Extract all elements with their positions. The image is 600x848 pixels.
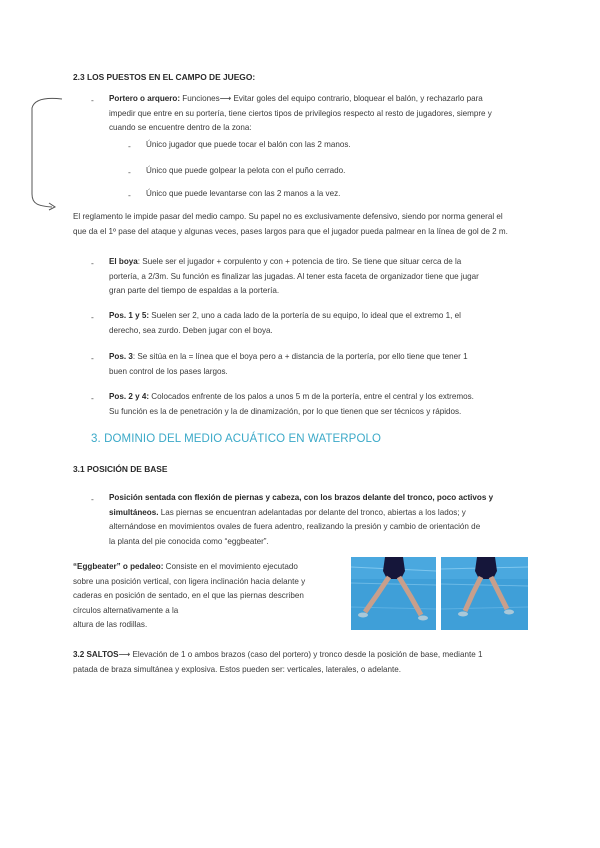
portero-privilege-item: Único que puede levantarse con las 2 manos a la vez. [146,189,341,198]
eggbeater-label: “Eggbeater” o pedaleo: [73,562,164,571]
dash-bullet: - [128,167,131,177]
saltos-label: 3.2 SALTOS [73,650,119,659]
pos3-label: Pos. 3 [109,352,133,361]
section-heading-3-1: 3.1 POSICIÓN DE BASE [73,464,168,474]
dash-bullet: - [91,95,94,105]
portero-privilege-item: Único jugador que puede tocar el balón con las 2 manos. [146,140,351,149]
dash-bullet: - [128,190,131,200]
dash-bullet: - [91,494,94,504]
boya-paragraph: El boya: Suele ser el jugador + corpulento y con + potencia de tiro. Se tiene que situar cerca de la portería, a 2/3m. Su función es finalizar las jugadas. Al tener esta faceta de organizador tiene que jugar gran parte del tiempo de espaldas a la portería. [109,257,479,296]
portero-privilege-item: Único que puede golpear la pelota con el puño cerrado. [146,166,346,175]
dash-bullet: - [91,353,94,363]
posicion-base-paragraph: Posición sentada con flexión de piernas y cabeza, con los brazos delante del tronco, poco activos y simultáneos. Las piernas se encuentran adelantadas por delante del tronco, abiertas a los lados; y alternándose en movimientos ovales de fuera adentro, realizando la presión y cambio de orientación de la planta del pie conocida como “eggbeater”. [109,493,494,546]
eggbeater-photo-1 [351,557,436,630]
eggbeater-photo-2 [441,557,528,630]
reglamento-paragraph: El reglamento le impide pasar del medio campo. Su papel no es exclusivamente defensivo, siendo por norma general el que da el 1º pase del ataque y algunas veces, pases largos para que el jugador pueda palmear en la línea de gol de 2 m. [73,212,508,236]
pos15-label: Pos. 1 y 5: [109,311,150,320]
dash-bullet: - [91,393,94,403]
pos3-paragraph: Pos. 3: Se sitúa en la = línea que el boya pero a + distancia de la portería, por ello tiene que tener 1 buen control de los pases largos. [109,352,468,376]
dash-bullet: - [91,258,94,268]
boya-label: El boya [109,257,138,266]
portero-paragraph: Portero o arquero: Funciones⟶ Evitar goles del equipo contrario, bloquear el balón, y rechazarlo para impedir que entre en su portería, tiene ciertos tipos de privilegios respecto al resto de jugadores, siempre y cuando se encuentre dentro de la zona: [109,94,492,133]
section-heading-3: 3. DOMINIO DEL MEDIO ACUÁTICO EN WATERPOLO [91,433,382,445]
pos15-paragraph: Pos. 1 y 5: Suelen ser 2, uno a cada lado de la portería de su equipo, lo ideal que el extremo 1, el derecho, sea zurdo. Deben jugar con el boya. [109,311,461,335]
dash-bullet: - [91,312,94,322]
bracket-arrow-icon [22,94,66,214]
eggbeater-paragraph: “Eggbeater” o pedaleo: Consiste en el movimiento ejecutado sobre una posición vertical, con ligera inclinación hacia delante y caderas en posición de sentado, en el que las piernas describen círculos alternativamente a la altura de las rodillas. [73,562,306,630]
dash-bullet: - [128,141,131,151]
section-heading-2-3: 2.3 LOS PUESTOS EN EL CAMPO DE JUEGO: [73,72,256,82]
portero-label: Portero o arquero: [109,94,181,103]
pos24-paragraph: Pos. 2 y 4: Colocados enfrente de los palos a unos 5 m de la portería, entre el central y los extremos. Su función es la de penetración y la de dinamización, por lo que tienen que ser técnicos y rápidos. [109,392,474,416]
pos24-label: Pos. 2 y 4: [109,392,150,401]
saltos-paragraph: 3.2 SALTOS⟶ Elevación de 1 o ambos brazos (caso del portero) y tronco desde la posición de base, mediante 1 patada de braza simultánea y explosiva. Estos pueden ser: verticales, laterales, o adelante. [73,650,483,674]
